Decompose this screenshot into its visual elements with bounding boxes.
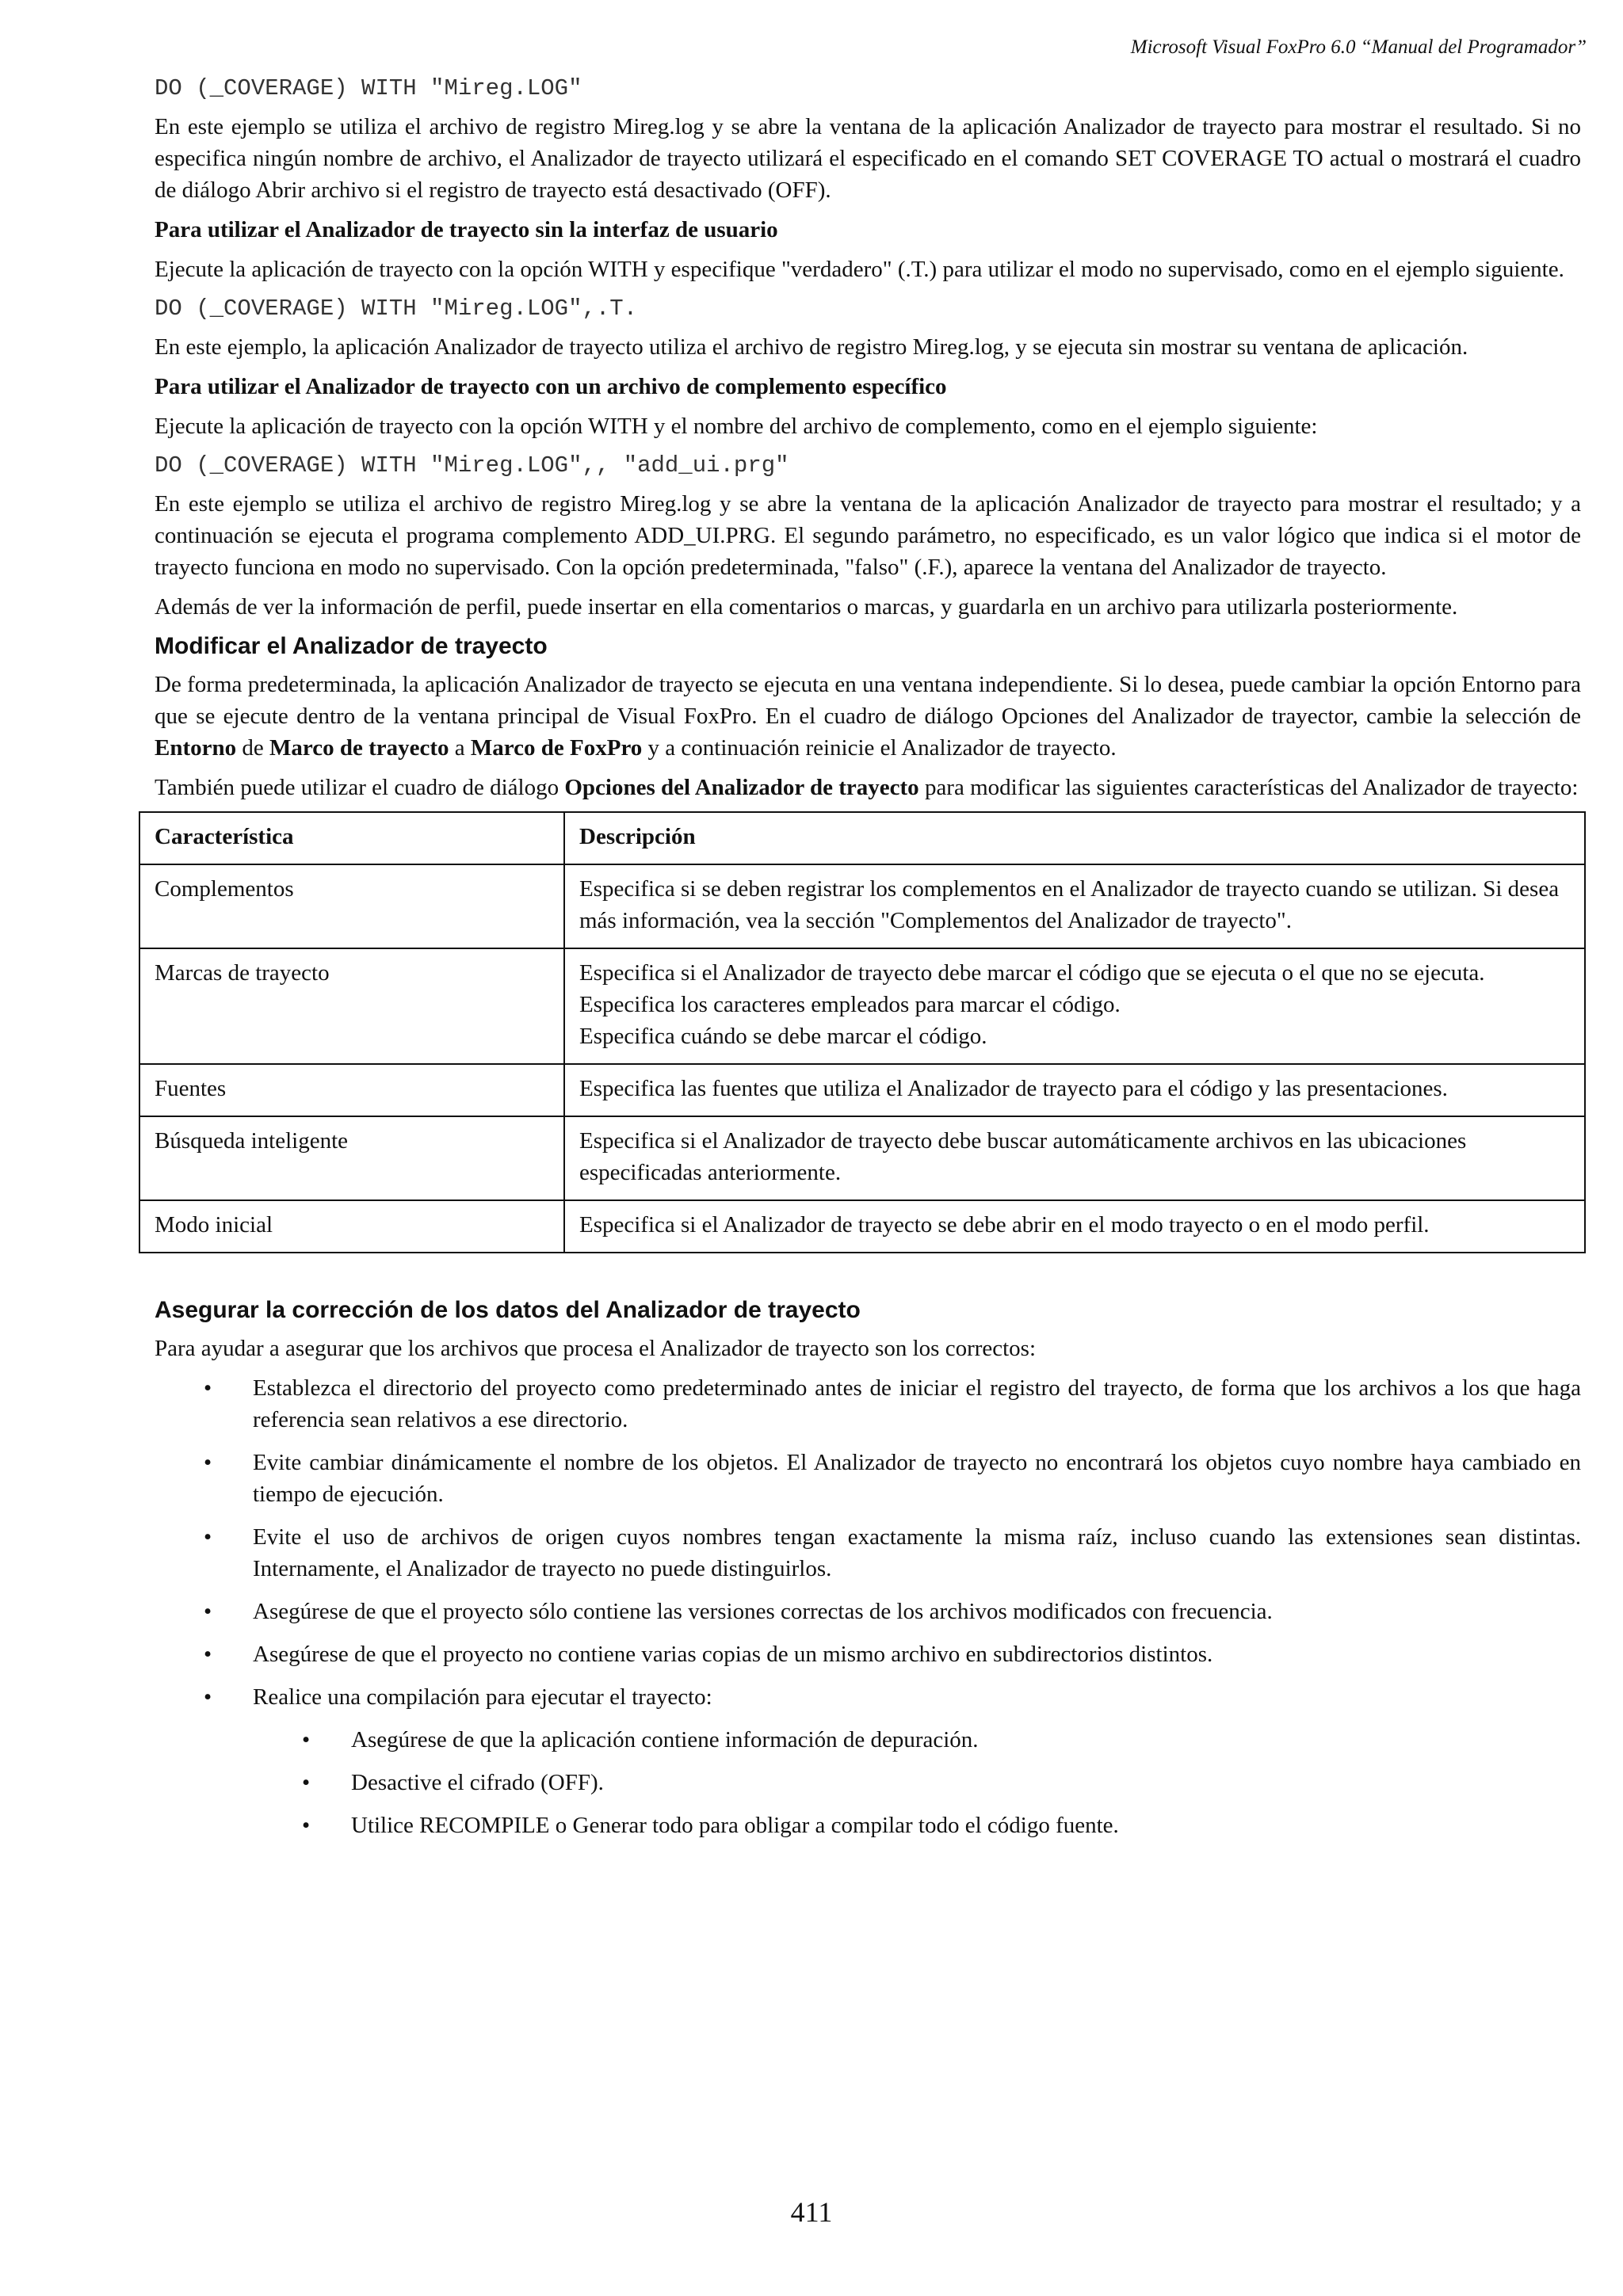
text-run: De forma predeterminada, la aplicación Analizador de trayecto se ejecuta en una ventana independiente. Si lo desea, puede cambiar la opción Entorno para que se ejecute dentro de la ventana principal de Visual FoxPro. En el cuadro de diálogo Opciones del Analizador de trayector, cambie la selección de [155,672,1581,729]
paragraph: Ejecute la aplicación de trayecto con la opción WITH y el nombre del archivo de complemento, como en el ejemplo siguiente: [155,414,1318,439]
list-item-text: Desactive el cifrado (OFF). [351,1770,604,1795]
list-item-text: Asegúrese de que el proyecto sólo contiene las versiones correctas de los archivos modificados con frecuencia. [253,1599,1273,1624]
column-header: Descripción [564,812,1585,864]
bold-term: Marco de FoxPro [470,735,643,761]
bullet-list [155,1372,1581,1841]
paragraph [155,772,1581,803]
list-item-text: Asegúrese de que la aplicación contiene información de depuración. [351,1727,979,1753]
code-example-1: DO (_COVERAGE) WITH "Mireg.LOG" [155,75,582,101]
bold-term: Opciones del Analizador de trayecto [564,775,919,800]
bullet-icon: • [302,1770,311,1795]
bullet-icon: • [204,1684,212,1710]
sub-list-item [253,1810,1581,1841]
bold-term: Entorno [155,735,237,761]
paragraph: En este ejemplo se utiliza el archivo de registro Mireg.log y se abre la ventana de la aplicación Analizador de trayecto para mostrar el resultado; y a continuación se ejecuta el programa complemento ADD_UI.PRG. El segundo parámetro, no especificado, es un valor lógico que indica si el motor de trayecto funciona en modo no supervisado. Con la opción predeterminada, "falso" (.F.), aparece la ventana del Analizador de trayecto. [155,491,1581,580]
feature-description-cell [564,948,1585,1064]
page-content [155,73,1581,1852]
feature-description-cell [564,1116,1585,1200]
paragraph: Ejecute la aplicación de trayecto con la opción WITH y especifique "verdadero" (.T.) para utilizar el modo no supervisado, como en el ejemplo siguiente. [155,257,1564,282]
feature-name-cell: Marcas de trayecto [139,948,564,1064]
feature-description-cell [564,1064,1585,1116]
text-run: y a continuación reinicie el Analizador de trayecto. [642,735,1117,761]
paragraph: Además de ver la información de perfil, puede insertar en ella comentarios o marcas, y guardarla en un archivo para utilizarla posteriormente. [155,594,1458,620]
paragraph: Para ayudar a asegurar que los archivos que procesa el Analizador de trayecto son los correctos: [155,1336,1037,1361]
list-item [155,1596,1581,1627]
paragraph: En este ejemplo, la aplicación Analizador de trayecto utiliza el archivo de registro Mireg.log, y se ejecuta sin mostrar su ventana de aplicación. [155,334,1468,360]
feature-name-cell: Modo inicial [139,1200,564,1253]
text-run: de [236,735,270,761]
running-header: Microsoft Visual FoxPro 6.0 “Manual del Programador” [1130,36,1587,58]
bullet-icon: • [302,1813,311,1838]
description-line: Especifica si el Analizador de trayecto debe marcar el código que se ejecuta o el que no se ejecuta. [579,960,1485,986]
bullet-icon: • [204,1642,212,1667]
bold-term: Marco de trayecto [269,735,449,761]
list-item-text: Evite cambiar dinámicamente el nombre de los objetos. El Analizador de trayecto no encontrará los objetos cuyo nombre haya cambiado en tiempo de ejecución. [253,1450,1581,1507]
bullet-icon: • [204,1524,212,1550]
bullet-icon: • [204,1375,212,1401]
sub-list-item [253,1767,1581,1798]
list-item [155,1681,1581,1841]
feature-name-cell: Complementos [139,864,564,948]
code-example-3: DO (_COVERAGE) WITH "Mireg.LOG",, "add_ui.prg" [155,452,789,479]
description-line: Especifica cuándo se debe marcar el código. [579,1024,987,1049]
table-header-row [139,812,1585,864]
list-item [155,1372,1581,1436]
list-item [155,1638,1581,1670]
sub-list-item [253,1724,1581,1756]
bullet-icon: • [302,1727,311,1753]
table-row [139,864,1585,948]
table-row [139,1200,1585,1253]
table-row [139,948,1585,1064]
list-item [155,1521,1581,1585]
text-run: para modificar las siguientes características del Analizador de trayecto: [918,775,1579,800]
list-item-text: Asegúrese de que el proyecto no contiene varias copias de un mismo archivo en subdirectorios distintos. [253,1642,1213,1667]
bullet-icon: • [204,1450,212,1475]
page-number: 411 [790,2196,833,2228]
feature-name-cell: Búsqueda inteligente [139,1116,564,1200]
text-run: a [449,735,471,761]
bullet-icon: • [204,1599,212,1624]
code-example-2: DO (_COVERAGE) WITH "Mireg.LOG",.T. [155,296,638,322]
list-item [155,1447,1581,1510]
section-heading: Asegurar la corrección de los datos del Analizador de trayecto [155,1297,861,1323]
feature-description-cell [564,1200,1585,1253]
sub-bullet-list [253,1724,1581,1841]
column-header: Característica [139,812,564,864]
table-body [139,864,1585,1253]
procedure-label: Para utilizar el Analizador de trayecto sin la interfaz de usuario [155,217,778,242]
list-item-text: Realice una compilación para ejecutar el trayecto: [253,1684,712,1710]
procedure-label: Para utilizar el Analizador de trayecto con un archivo de complemento específico [155,374,947,399]
list-item-text: Evite el uso de archivos de origen cuyos nombres tengan exactamente la misma raíz, incluso cuando las extensiones sean distintas. Internamente, el Analizador de trayecto no puede distinguirlos. [253,1524,1581,1581]
section-heading: Modificar el Analizador de trayecto [155,633,548,659]
description-line: Especifica si el Analizador de trayecto se debe abrir en el modo trayecto o en el modo perfil. [579,1212,1430,1238]
description-line: Especifica si se deben registrar los complementos en el Analizador de trayecto cuando se utilizan. Si desea más información, vea la sección "Complementos del Analizador de trayecto". [579,876,1560,933]
paragraph: En este ejemplo se utiliza el archivo de registro Mireg.log y se abre la ventana de la aplicación Analizador de trayecto para mostrar el resultado. Si no especifica ningún nombre de archivo, el Analizador de trayecto utilizará el especificado en el comando SET COVERAGE TO actual o mostrará el cuadro de diálogo Abrir archivo si el registro de trayecto está desactivado (OFF). [155,114,1581,203]
feature-name-cell: Fuentes [139,1064,564,1116]
list-item-text: Establezca el directorio del proyecto como predeterminado antes de iniciar el registro del trayecto, de forma que los archivos a los que haga referencia sean relativos a ese directorio. [253,1375,1581,1432]
table-row [139,1064,1585,1116]
paragraph [155,669,1581,764]
features-table [139,811,1586,1253]
feature-description-cell [564,864,1585,948]
description-line: Especifica las fuentes que utiliza el Analizador de trayecto para el código y las presentaciones. [579,1076,1448,1101]
description-line: Especifica los caracteres empleados para marcar el código. [579,992,1121,1017]
description-line: Especifica si el Analizador de trayecto debe buscar automáticamente archivos en las ubicaciones especificadas anteriormente. [579,1128,1467,1185]
text-run: También puede utilizar el cuadro de diálogo [155,775,565,800]
list-item-text: Utilice RECOMPILE o Generar todo para obligar a compilar todo el código fuente. [351,1813,1119,1838]
table-row [139,1116,1585,1200]
